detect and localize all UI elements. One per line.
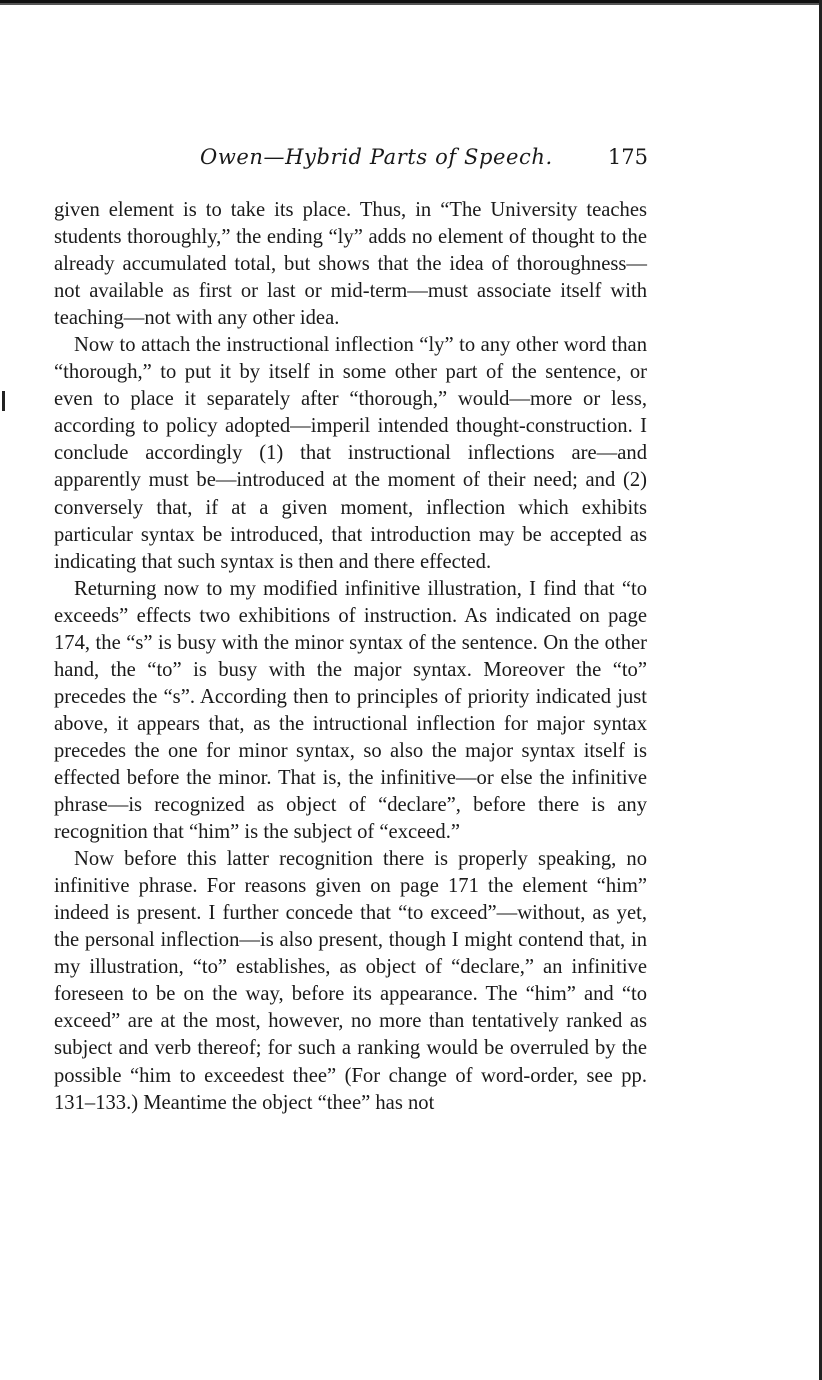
running-head: Owen—Hybrid Parts of Speech. [200, 145, 553, 169]
scan-top-edge [0, 0, 822, 7]
page-header [200, 145, 650, 175]
page-number: 175 [607, 145, 648, 169]
margin-mark [2, 391, 5, 411]
paragraph: Now to attach the instructional inflection “ly” to any other word than “thorough,” to put it by itself in some other part of the sentence, or even to place it separately after “thorough,” would—more or less, according to policy adopted—imperil intended thought-construction. I conclude accordingly (1) that instructional inflections are—and apparently must be—introduced at the moment of their need; and (2) conversely that, if at a given moment, inflection which exhibits particular syntax be introduced, that introduction may be accepted as indicating that such syntax is then and there effected. [54, 334, 647, 573]
paragraph: Now before this latter recognition there is properly speaking, no infinitive phrase. For reasons given on page 171 the element “him” indeed is present. I further concede that “to exceed”—without, as yet, the personal inflection—is also present, though I might contend that, in my illustration, “to” establishes, as object of “declare,” an infinitive foreseen to be on the way, before its appearance. The “him” and “to exceed” are at the most, however, no more than tentatively ranked as subject and verb thereof; for such a ranking would be overruled by the possible “him to exceedest thee” (For change of word-order, see pp. 131–133.) Meantime the object “thee” has not [54, 848, 647, 1114]
body-text [54, 197, 647, 1117]
paragraph: Returning now to my modified infinitive illustration, I find that “to exceeds” effects two exhibitions of instruction. As indicated on page 174, the “s” is busy with the minor syntax of the sentence. On the other hand, the “to” is busy with the major syntax. Moreover the “to” precedes the “s”. According then to principles of priority indicated just above, it appears that, as the intructional inflection for major syntax precedes the one for minor syntax, so also the major syntax itself is effected before the minor. That is, the infinitive—or else the infinitive phrase—is recognized as object of “declare”, before there is any recognition that “him” is the subject of “exceed.” [54, 577, 647, 844]
paragraph: given element is to take its place. Thus, in “The University teaches students thoroughly,” the ending “ly” adds no element of thought to the already accumulated total, but shows that the idea of thoroughness—not available as first or last or mid-term—must associate itself with teaching—not with any other idea. [54, 199, 647, 330]
